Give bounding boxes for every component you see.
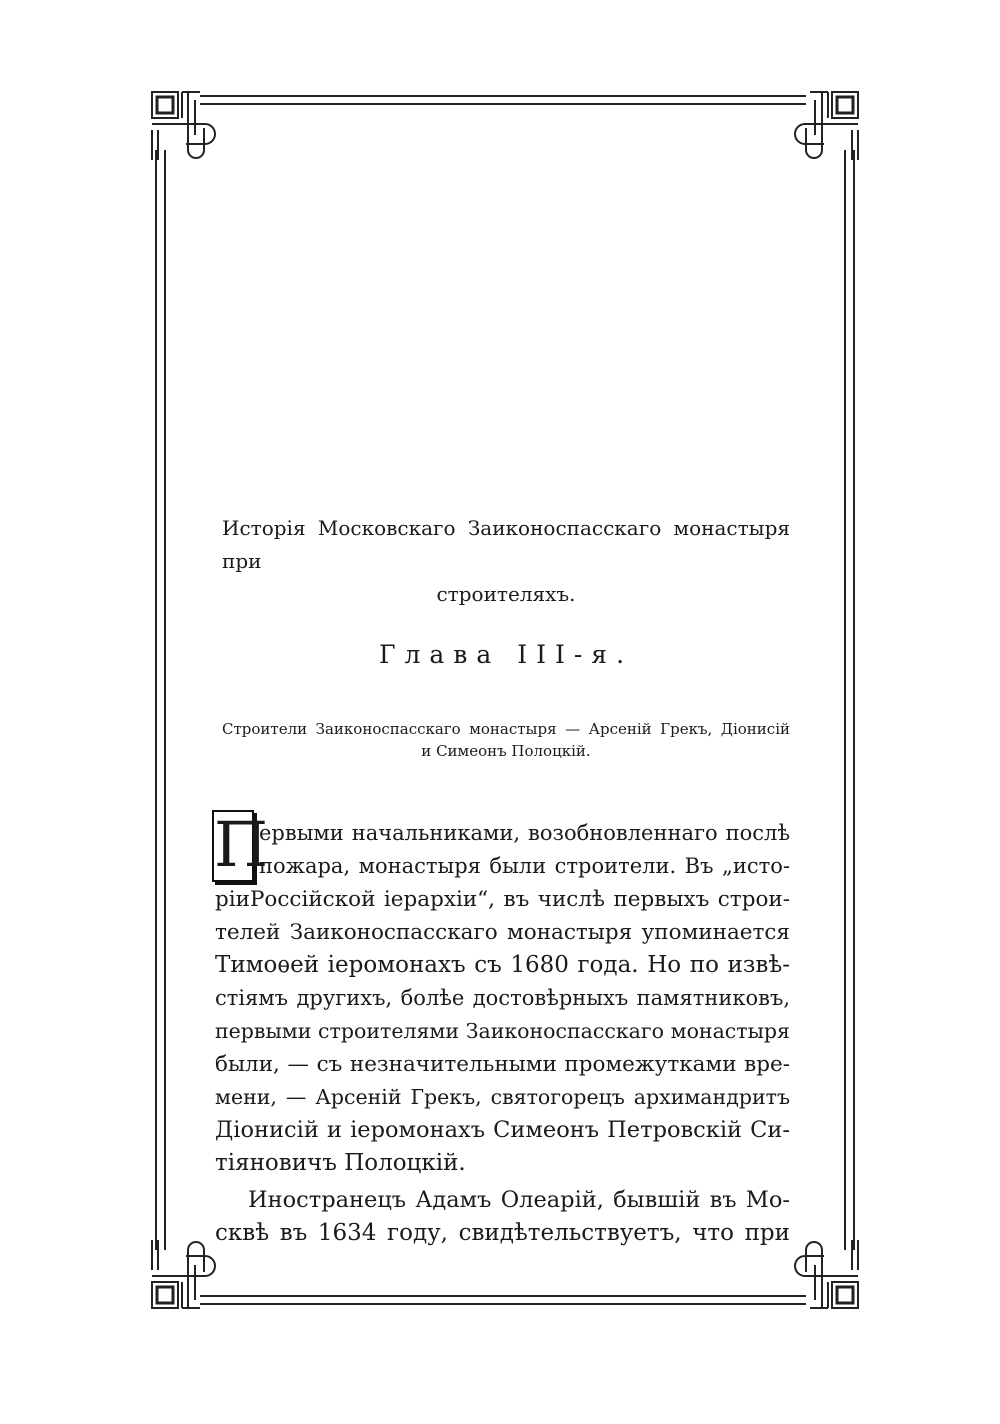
subtitle-line-1: Строители Заиконоспасскаго монастыря — Арсеній Грекъ, Діонисій <box>222 720 790 738</box>
chapter-title: Глава III-я. <box>378 640 634 669</box>
text-line: телей Заиконоспасскаго монастыря упоминается <box>215 920 790 945</box>
book-heading <box>222 512 790 611</box>
text-line: сквѣ въ 1634 году, свидѣтельствуетъ, что при <box>215 1220 790 1246</box>
text-line: стіямъ другихъ, болѣе достовѣрныхъ памятниковъ, <box>215 986 790 1010</box>
text-line: первыми строителями Заиконоспасскаго монастыря <box>215 1019 790 1043</box>
text-line: Тимоѳей іеромонахъ съ 1680 года. Но по извѣ- <box>215 952 790 978</box>
text-line: пожара, монастыря были строители. Въ „исто- <box>259 854 790 878</box>
text-line: ервыми начальниками, возобновленнаго послѣ <box>259 821 790 845</box>
heading-line-1: Исторія Московскаго Заиконоспасскаго монастыря при <box>222 516 790 573</box>
text-line: были, — съ незначительными промежутками вре- <box>215 1052 790 1077</box>
text-line: тіяновичъ Полоцкій. <box>215 1150 466 1176</box>
text-line: ріиРоссійской іерархіи“, въ числѣ первыхъ строи- <box>215 887 790 912</box>
drop-cap: П <box>214 808 269 881</box>
text-line: Діонисій и іеромонахъ Симеонъ Петровскій Си- <box>215 1117 790 1143</box>
body-text <box>214 808 790 1250</box>
subtitle-line-2: и Симеонъ Полоцкій. <box>421 742 591 760</box>
text-line: Иностранецъ Адамъ Олеарій, бывшій въ Мо- <box>248 1187 790 1213</box>
heading-line-2: строителяхъ. <box>436 582 576 606</box>
text-line: мени, — Арсеній Грекъ, святогорецъ архимандритъ <box>215 1085 790 1109</box>
chapter-subtitle <box>222 718 790 762</box>
